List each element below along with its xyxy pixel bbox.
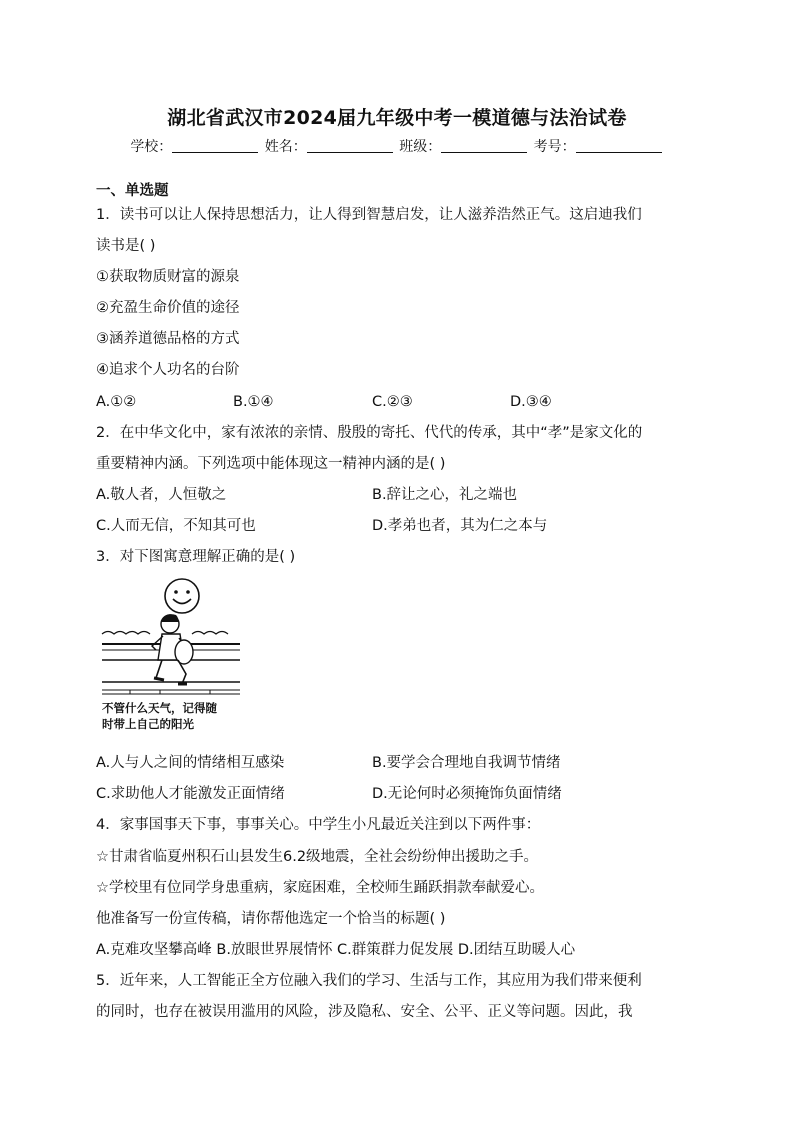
student-info-row bbox=[0, 136, 794, 156]
q2-option-c[interactable]: C.人而无信，不知其可也 bbox=[96, 518, 256, 534]
q1-statement-2: ②充盈生命价值的途径 bbox=[96, 300, 240, 316]
q4-stem: 4．家事国事天下事，事事关心。中学生小凡最近关注到以下两件事： bbox=[96, 817, 541, 833]
q1-statement-3: ③涵养道德品格的方式 bbox=[96, 331, 240, 347]
q1-stem-line2: 读书是( ) bbox=[96, 238, 156, 254]
q4-event-1: ☆甘肃省临夏州积石山县发生6.2级地震，全社会纷纷伸出援助之手。 bbox=[96, 849, 539, 865]
cartoon-caption-line1: 不管什么天气，记得随 bbox=[102, 701, 217, 715]
smiley-face-icon bbox=[165, 579, 199, 613]
school-blank bbox=[172, 138, 258, 153]
q1-statement-1: ①获取物质财富的源泉 bbox=[96, 269, 240, 285]
q4-event-2: ☆学校里有位同学身患重病，家庭困难，全校师生踊跃捐款奉献爱心。 bbox=[96, 880, 544, 896]
q5-stem-line1: 5．近年来，人工智能正全方位融入我们的学习、生活与工作，其应用为我们带来便利 bbox=[96, 973, 642, 989]
q1-stem-line1: 1．读书可以让人保持思想活力，让人得到智慧启发，让人滋养浩然正气。这启迪我们 bbox=[96, 207, 642, 223]
q1-option-d[interactable]: D.③④ bbox=[510, 394, 552, 410]
q5-stem-line2: 的同时，也存在被误用滥用的风险，涉及隐私、安全、公平、正义等问题。因此，我 bbox=[96, 1004, 633, 1020]
q1-option-b[interactable]: B.①④ bbox=[233, 394, 274, 410]
exam-number-blank bbox=[576, 138, 662, 153]
q3-option-a[interactable]: A.人与人之间的情绪相互感染 bbox=[96, 755, 285, 771]
cartoon-caption-line2: 时带上自己的阳光 bbox=[102, 717, 194, 731]
section-heading: 一、单选题 bbox=[96, 183, 169, 199]
q2-option-b[interactable]: B.辞让之心，礼之端也 bbox=[372, 487, 518, 503]
q3-option-c[interactable]: C.求助他人才能激发正面情绪 bbox=[96, 786, 285, 802]
q3-stem: 3．对下图寓意理解正确的是( ) bbox=[96, 549, 296, 565]
q2-stem-line1: 2．在中华文化中，家有浓浓的亲情、殷殷的寄托、代代的传承，其中“孝”是家文化的 bbox=[96, 425, 643, 441]
q2-stem-line2: 重要精神内涵。下列选项中能体现这一精神内涵的是( ) bbox=[96, 456, 446, 472]
q4-question: 他准备写一份宣传稿，请你帮他选定一个恰当的标题( ) bbox=[96, 911, 446, 927]
name-blank bbox=[307, 138, 393, 153]
q2-option-a[interactable]: A.敬人者，人恒敬之 bbox=[96, 487, 227, 503]
school-label: 学校： bbox=[130, 139, 173, 155]
class-blank bbox=[441, 138, 527, 153]
q4-options[interactable]: A.克难攻坚攀高峰 B.放眼世界展情怀 C.群策群力促发展 D.团结互助暖人心 bbox=[96, 942, 576, 958]
q2-option-d[interactable]: D.孝弟也者，其为仁之本与 bbox=[372, 518, 548, 534]
q1-statement-4: ④追求个人功名的台阶 bbox=[96, 362, 240, 378]
name-label: 姓名： bbox=[264, 139, 307, 155]
q1-option-a[interactable]: A.①② bbox=[96, 394, 137, 410]
q3-option-b[interactable]: B.要学会合理地自我调节情绪 bbox=[372, 755, 561, 771]
exam-number-label: 考号： bbox=[533, 139, 576, 155]
class-label: 班级： bbox=[399, 139, 442, 155]
cartoon-caption bbox=[102, 700, 242, 732]
q3-option-d[interactable]: D.无论何时必须掩饰负面情绪 bbox=[372, 786, 562, 802]
q1-option-c[interactable]: C.②③ bbox=[372, 394, 413, 410]
page-title: 湖北省武汉市2024届九年级中考一模道德与法治试卷 bbox=[167, 107, 627, 129]
